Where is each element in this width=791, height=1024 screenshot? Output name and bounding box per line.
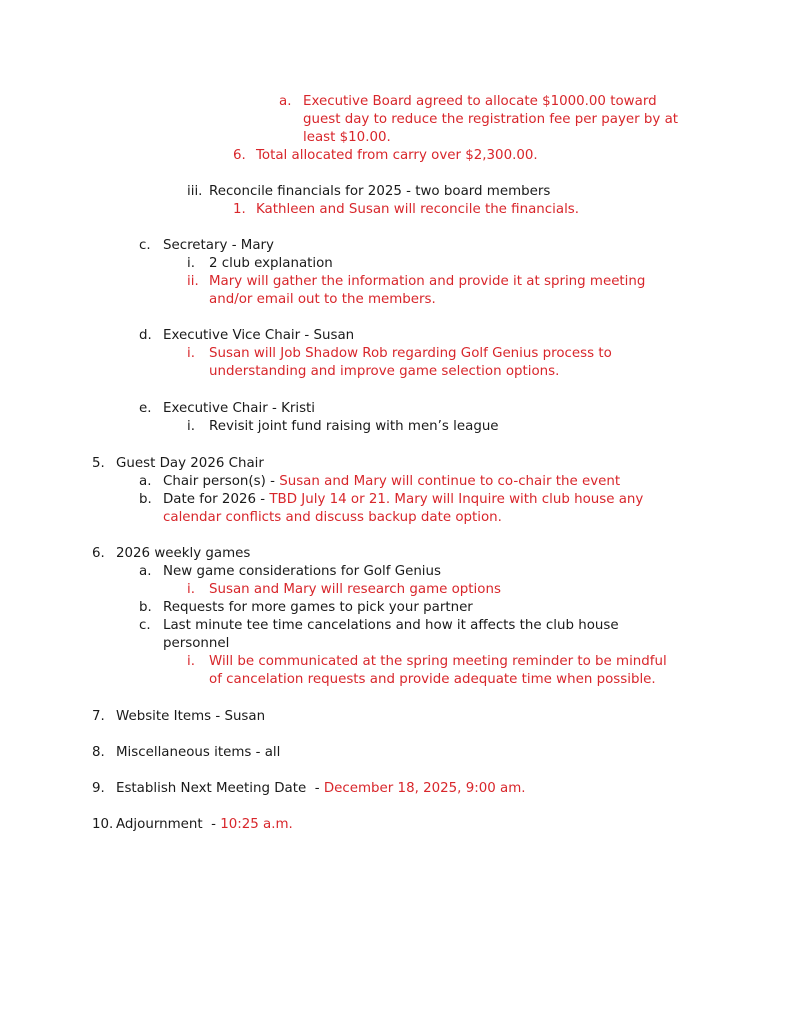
- list-marker: 10.: [92, 817, 114, 832]
- guest-day-text: Guest Day 2026 Chair: [116, 456, 264, 471]
- weekly-games-item-a: [139, 563, 441, 581]
- carry-over-total: [233, 147, 538, 165]
- misc-text: Miscellaneous items - all: [116, 745, 281, 760]
- list-marker: i.: [187, 346, 195, 361]
- list-marker: 1.: [233, 202, 246, 217]
- exec-chair-item-i: [187, 418, 499, 436]
- adjournment-time: 10:25 a.m.: [220, 817, 293, 832]
- list-marker: i.: [187, 256, 195, 271]
- weekly-games-item-a-i-text: Susan and Mary will research game options: [209, 582, 501, 597]
- list-marker: a.: [279, 94, 292, 109]
- guest-day-item-b: [139, 491, 643, 509]
- weekly-games-item-b-text: Requests for more games to pick your partner: [163, 600, 473, 615]
- secretary-text: Secretary - Mary: [163, 238, 274, 253]
- guest-day-item-b-label: Date for 2026 -: [163, 492, 270, 507]
- list-marker: i.: [187, 582, 195, 597]
- secretary-item-i: [187, 255, 333, 273]
- reconcile-action: [233, 201, 579, 219]
- adjournment-item: [92, 816, 293, 834]
- secretary-item-ii-line-1: Mary will gather the information and provide it at spring meeting: [209, 274, 646, 289]
- allocation-item: [279, 93, 657, 111]
- vice-chair-item-i: [187, 345, 612, 363]
- allocation-line-1: Executive Board agreed to allocate $1000.00 toward: [303, 94, 657, 109]
- weekly-games-item-a-text: New game considerations for Golf Genius: [163, 564, 441, 579]
- vice-chair-heading: [139, 327, 354, 345]
- weekly-games-item-b: [139, 599, 473, 617]
- list-marker: a.: [139, 474, 152, 489]
- guest-day-heading: [92, 455, 264, 473]
- list-marker: b.: [139, 492, 152, 507]
- weekly-games-text: 2026 weekly games: [116, 546, 251, 561]
- list-marker: b.: [139, 600, 152, 615]
- weekly-games-item-c-i-line-2: of cancelation requests and provide adequate time when possible.: [209, 672, 656, 687]
- list-marker: ii.: [187, 274, 199, 289]
- list-marker: a.: [139, 564, 152, 579]
- weekly-games-item-c-line-1: Last minute tee time cancelations and how it affects the club house: [163, 618, 619, 633]
- guest-day-item-b-action-line-1: TBD July 14 or 21. Mary will Inquire with club house any: [269, 492, 644, 507]
- list-marker: 6.: [233, 148, 246, 163]
- weekly-games-item-c-i: [187, 653, 667, 671]
- website-text: Website Items - Susan: [116, 709, 266, 724]
- exec-chair-heading: [139, 400, 315, 418]
- guest-day-item-b-action-line-2: calendar conflicts and discuss backup date option.: [163, 510, 502, 525]
- guest-day-item-a: [139, 473, 620, 491]
- weekly-games-item-c-i-line-1: Will be communicated at the spring meeting reminder to be mindful: [209, 654, 667, 669]
- vice-chair-text: Executive Vice Chair - Susan: [163, 328, 355, 343]
- reconcile-item: [187, 183, 550, 201]
- list-marker: iii.: [187, 184, 203, 199]
- list-marker: c.: [139, 238, 151, 253]
- list-marker: i.: [187, 419, 195, 434]
- vice-chair-item-i-line-1: Susan will Job Shadow Rob regarding Golf Genius process to: [209, 346, 612, 361]
- allocation-line-3: least $10.00.: [303, 130, 391, 145]
- guest-day-item-a-label: Chair person(s) -: [163, 474, 280, 489]
- carry-over-text: Total allocated from carry over $2,300.00.: [256, 148, 538, 163]
- weekly-games-item-c-line-2: personnel: [163, 636, 230, 651]
- weekly-games-item-c: [139, 617, 619, 635]
- list-marker: e.: [139, 401, 152, 416]
- list-marker: 5.: [92, 456, 105, 471]
- website-item: [92, 708, 265, 726]
- list-marker: 7.: [92, 709, 105, 724]
- exec-chair-item-i-text: Revisit joint fund raising with men’s league: [209, 419, 499, 434]
- list-marker: 8.: [92, 745, 105, 760]
- weekly-games-heading: [92, 545, 250, 563]
- secretary-heading: [139, 237, 274, 255]
- next-meeting-item: [92, 780, 526, 798]
- next-meeting-date: December 18, 2025, 9:00 am.: [323, 781, 526, 796]
- adjournment-label: Adjournment -: [116, 817, 221, 832]
- secretary-item-i-text: 2 club explanation: [209, 256, 333, 271]
- secretary-item-ii-line-2: and/or email out to the members.: [209, 292, 436, 307]
- list-marker: i.: [187, 654, 195, 669]
- list-marker: 9.: [92, 781, 105, 796]
- list-marker: d.: [139, 328, 152, 343]
- next-meeting-label: Establish Next Meeting Date -: [116, 781, 324, 796]
- vice-chair-item-i-line-2: understanding and improve game selection options.: [209, 364, 560, 379]
- weekly-games-item-a-i: [187, 581, 501, 599]
- misc-item: [92, 744, 280, 762]
- guest-day-item-a-action: Susan and Mary will continue to co-chair the event: [279, 474, 621, 489]
- reconcile-text: Reconcile financials for 2025 - two board members: [209, 184, 551, 199]
- exec-chair-text: Executive Chair - Kristi: [163, 401, 316, 416]
- list-marker: 6.: [92, 546, 105, 561]
- list-marker: c.: [139, 618, 151, 633]
- allocation-line-2: guest day to reduce the registration fee per payer by at: [303, 112, 679, 127]
- secretary-item-ii: [187, 273, 645, 291]
- reconcile-action-text: Kathleen and Susan will reconcile the financials.: [256, 202, 580, 217]
